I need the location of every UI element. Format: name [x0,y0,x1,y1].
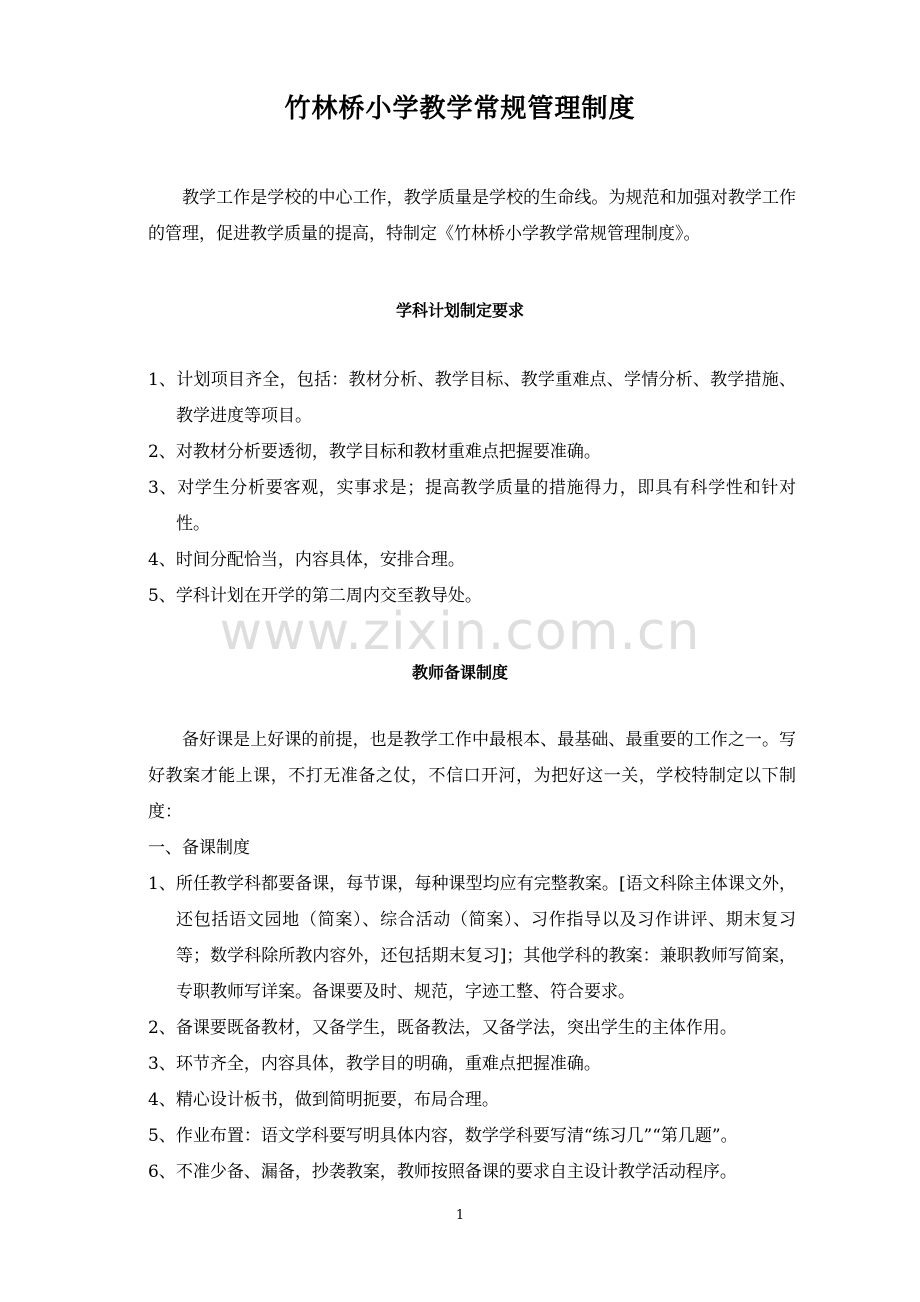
list-item: 3、环节齐全，内容具体，教学目的明确，重难点把握准确。 [148,1054,601,1074]
list-item: 4、精心设计板书，做到简明扼要，布局合理。 [148,1090,499,1110]
lesson-prep-intro: 备好课是上好课的前提，也是教学工作中最根本、最基础、最重要的工作之一。写好教案才能上课，不打无准备之仗，不信口开河，为把好这一关，学校特制定以下制度： [148,730,796,822]
list-item: 3、对学生分析要客观，实事求是；提高教学质量的措施得力，即具有科学性和针对性。 [148,478,796,534]
subject-plan-list [148,362,796,614]
list-item: 2、备课要既备教材，又备学生，既备教法，又备学法，突出学生的主体作用。 [148,1018,737,1038]
subsection-heading: 一、备课制度 [148,838,250,858]
section-heading-lesson-prep: 教师备课制度 [411,663,508,682]
list-item: 1、计划项目齐全，包括：教材分析、教学目标、教学重难点、学情分析、教学措施、教学进度等项目。 [148,370,796,426]
lesson-prep-list [148,866,796,1190]
intro-paragraph: 教学工作是学校的中心工作，教学质量是学校的生命线。为规范和加强对教学工作的管理，促进教学质量的提高，特制定《竹林桥小学教学常规管理制度》。 [148,188,796,244]
section-heading-subject-plan: 学科计划制定要求 [395,301,524,320]
list-item: 5、学科计划在开学的第二周内交至教导处。 [148,586,482,606]
list-item: 2、对教材分析要透彻，教学目标和教材重难点把握要准确。 [148,442,601,462]
list-item: 1、所任教学科都要备课，每节课，每种课型均应有完整教案。[语文科除主体课文外，还包括语文园地（简案）、综合活动（简案）、习作指导以及习作讲评、期末复习等；数学科除所教内容外，还包括期末复习]；其他学科的教案：兼职教师写简案，专职教师写详案。备课要及时、规范，字迹工整、符合要求。 [148,874,796,1002]
page-number: 1 [455,1208,465,1223]
document-title: 竹林桥小学教学常规管理制度 [284,94,636,124]
list-item: 6、不准少备、漏备，抄袭教案，教师按照备课的要求自主设计教学活动程序。 [148,1162,737,1182]
watermark: www.zixin.com.cn [219,602,701,662]
list-item: 5、作业布置：语文学科要写明具体内容，数学学科要写清“练习几”“第几题”。 [148,1126,738,1146]
list-item: 4、时间分配恰当，内容具体，安排合理。 [148,550,465,570]
